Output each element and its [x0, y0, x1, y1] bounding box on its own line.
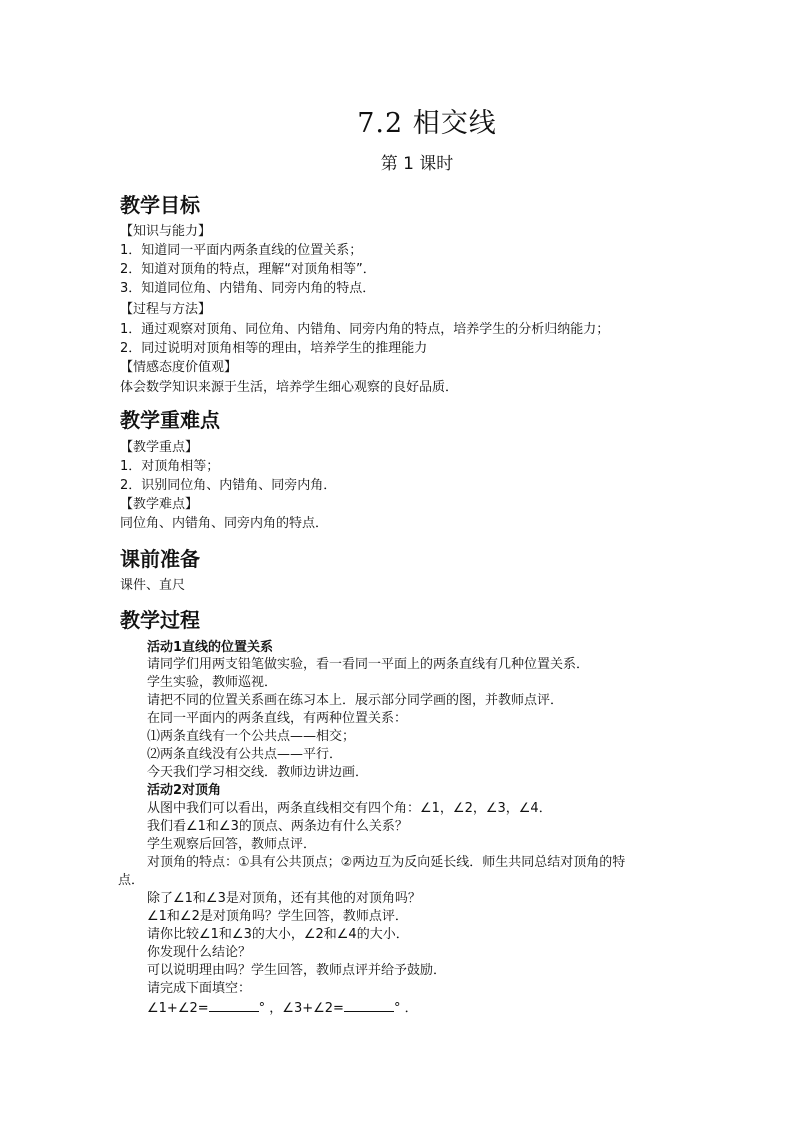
process-line: ⑵两条直线没有公共点——平行． [147, 747, 343, 762]
goals-line: 1．知道同一平面内两条直线的位置关系； [120, 243, 363, 258]
goals-line: 2．知道对顶角的特点，理解“对顶角相等”． [120, 262, 376, 277]
activity-heading: 活动2对顶角 [147, 783, 222, 798]
process-line: 请你比较∠1和∠3的大小，∠2和∠4的大小． [147, 927, 409, 942]
page-subtitle: 第 1 课时 [380, 154, 454, 174]
section-heading-process: 教学过程 [120, 608, 200, 632]
goals-line: 【过程与方法】 [120, 302, 212, 317]
process-line: 我们看∠1和∠3的顶点、两条边有什么关系？ [147, 819, 408, 834]
keypoints-line: 2．识别同位角、内错角、同旁内角． [120, 478, 337, 493]
process-line: 今天我们学习相交线．教师边讲边画． [147, 765, 369, 780]
answer-blank-1[interactable] [209, 1000, 259, 1012]
keypoints-line: 【教学重点】 [120, 440, 199, 455]
process-line: 请完成下面填空： [147, 981, 252, 996]
process-line: 可以说明理由吗？学生回答，教师点评并给予鼓励． [147, 963, 447, 978]
fill-left-expression: ∠1+∠2= [147, 1001, 209, 1016]
fill-in-line [147, 1000, 418, 1017]
process-line: 在同一平面内的两条直线，有两种位置关系： [147, 711, 408, 726]
page-title: 7.2 相交线 [357, 108, 497, 139]
keypoints-line: 同位角、内错角、同旁内角的特点． [120, 516, 329, 531]
period: ． [404, 1001, 418, 1016]
fill-right-expression: ∠3+∠2= [282, 1001, 344, 1016]
process-line: 除了∠1和∠3是对顶角，还有其他的对顶角吗？ [147, 891, 421, 906]
process-line: 对顶角的特点：①具有公共顶点；②两边互为反向延长线．师生共同总结对顶角的特 [147, 855, 626, 870]
process-line: 学生观察后回答，教师点评． [147, 837, 317, 852]
goals-line: 体会数学知识来源于生活，培养学生细心观察的良好品质． [120, 380, 459, 395]
section-heading-prep: 课前准备 [120, 547, 200, 571]
keypoints-line: 【教学难点】 [120, 497, 199, 512]
process-line: ⑴两条直线有一个公共点——相交； [147, 729, 356, 744]
answer-blank-2[interactable] [344, 1000, 394, 1012]
process-line: 从图中我们可以看出，两条直线相交有四个角：∠1，∠2，∠3，∠4． [147, 801, 552, 816]
keypoints-line: 1．对顶角相等； [120, 459, 220, 474]
process-line: ∠1和∠2是对顶角吗？学生回答，教师点评． [147, 909, 408, 924]
process-line: 你发现什么结论？ [147, 945, 252, 960]
goals-line: 1．通过观察对顶角、同位角、内错角、同旁内角的特点，培养学生的分析归纳能力； [120, 322, 610, 337]
degree-unit: ° [258, 1001, 266, 1016]
process-line: 请同学们用两支铅笔做实验，看一看同一平面上的两条直线有几种位置关系． [147, 657, 590, 672]
activity-heading: 活动1直线的位置关系 [147, 640, 274, 655]
separator: ， [269, 1001, 283, 1016]
process-line: 请把不同的位置关系画在练习本上．展示部分同学画的图，并教师点评． [147, 693, 564, 708]
process-line: 点． [118, 873, 145, 888]
goals-line: 【知识与能力】 [120, 224, 212, 239]
process-line: 学生实验，教师巡视． [147, 675, 278, 690]
goals-line: 3．知道同位角、内错角、同旁内角的特点． [120, 281, 376, 296]
goals-line: 【情感态度价值观】 [120, 360, 238, 375]
prep-line: 课件、直尺 [120, 578, 186, 593]
degree-unit: ° [393, 1001, 401, 1016]
section-heading-goals: 教学目标 [120, 193, 200, 217]
section-heading-keypoints: 教学重难点 [120, 408, 220, 432]
goals-line: 2．同过说明对顶角相等的理由，培养学生的推理能力 [120, 341, 428, 356]
